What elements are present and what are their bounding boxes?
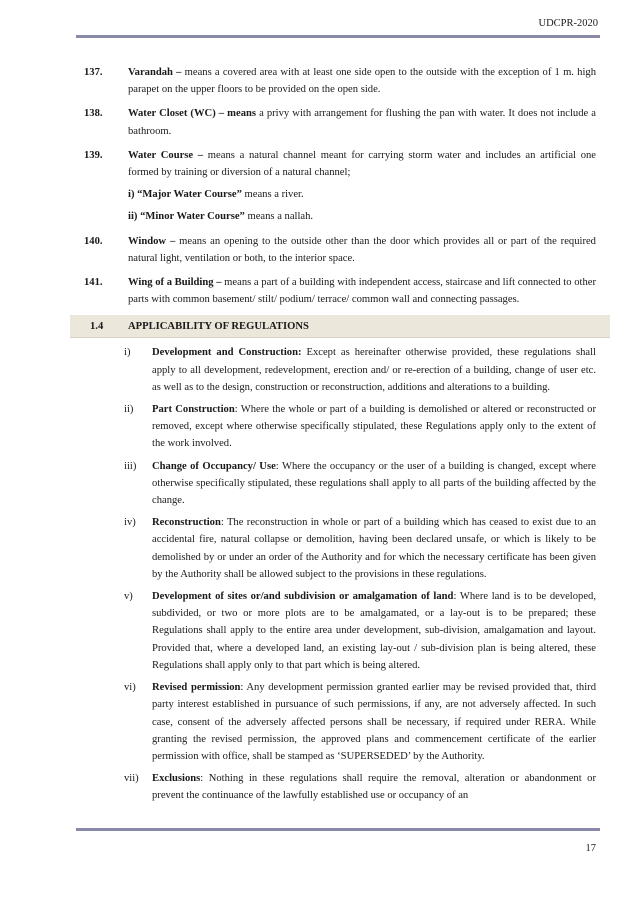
regulation-item	[84, 679, 596, 765]
header-rule	[76, 35, 600, 38]
item-numeral: iii)	[124, 460, 137, 472]
item-numeral: i)	[124, 347, 131, 359]
definition-number: 140.	[84, 235, 103, 247]
definition-number: 137.	[84, 67, 103, 78]
definition-number: 141.	[84, 277, 103, 289]
regulation-item	[84, 770, 596, 804]
definition-138	[84, 105, 596, 139]
definition-text: means a part of a building with independent access, staircase and lift connected to other parts with common basement/ stilt/ podium/ terrace/ common wall and connecting passages.	[128, 277, 596, 306]
regulation-item	[84, 514, 596, 583]
definition-term: Water Course –	[128, 149, 204, 161]
item-text: : Where land is to be developed, subdivided, or two or more plots are to be amalgamated, or a lay-out is to be prepared; these Regulations shall apply to the entire area under development, sub-division, amalgamation and layout. Provided that, where a developed land, an existing lay-out / sub-division plan is being altered, these Regulations shall apply only to that part which is being altered.	[152, 591, 596, 671]
item-numeral: vi)	[124, 682, 136, 694]
definition-140	[84, 233, 596, 267]
item-text: : Nothing in these regulations shall require the removal, alteration or abandonment or prevent the continuance of the lawfully established use or occupancy of an	[152, 773, 596, 802]
section-title: APPLICABILITY OF REGULATIONS	[128, 320, 309, 332]
item-numeral: v)	[124, 591, 133, 603]
definition-text: a privy with arrangement for flushing the pan with water. It does not include a bathroom.	[128, 108, 596, 137]
item-term: Revised permission	[152, 682, 241, 694]
definition-137	[84, 64, 596, 98]
item-term: Development of sites or/and subdivision or amalgamation of land	[152, 591, 454, 603]
definition-number: 139.	[84, 149, 103, 161]
regulation-item	[84, 588, 596, 674]
regulation-item	[84, 458, 596, 510]
item-term: Exclusions	[152, 773, 201, 785]
item-numeral: ii)	[124, 404, 134, 416]
item-term: Development and Construction:	[152, 347, 302, 359]
regulation-item	[84, 401, 596, 453]
sub-definition-major: i) “Major Water Course” means a river.	[128, 189, 304, 201]
page-content	[84, 64, 596, 810]
page-number: 17	[585, 843, 596, 854]
definition-text: means a natural channel meant for carrying storm water and includes an artificial one formed by training or diversion of a natural channel;	[128, 149, 596, 179]
definition-term: Water Closet (WC) – means	[128, 108, 257, 120]
section-heading	[70, 315, 610, 338]
item-text: Except as hereinafter otherwise provided, these regulations shall apply to all development, redevelopment, erection and/ or re-erection of a building, change of user etc. as well as to the design, construction or reconstruction, additions and alterations to a building.	[152, 347, 596, 393]
definition-term: Wing of a Building –	[128, 277, 222, 289]
definition-141	[84, 274, 596, 308]
section-number: 1.4	[90, 320, 104, 332]
item-term: Part Construction	[152, 404, 235, 416]
item-text: : Where the occupancy or the user of a building is changed, except where otherwise specifically stipulated, these regulations shall apply to all parts of the building affected by the change.	[152, 460, 596, 507]
item-text: : Any development permission granted earlier may be revised provided that, third party interest established in pursuance of such permissions, if any, are not adversely affected. In such case, consent of the adversely affected persons shall be necessary, if required under RERA. While granting the revised permission, the approved plans and commencement certificate of the earlier permission with office, shall be stamped as ‘SUPERSEDED’ by the Authority.	[152, 682, 596, 762]
definition-term: Varandah –	[128, 67, 182, 78]
item-term: Change of Occupancy/ Use	[152, 460, 276, 472]
item-numeral: iv)	[124, 517, 136, 529]
regulation-item	[84, 344, 596, 396]
item-text: : The reconstruction in whole or part of a building which has ceased to exist due to an accidental fire, natural collapse or demolition, having been declared unsafe, or which is likely to be demolished by or under an order of the Authority and for which the necessary certificate has been given by the Authority shall be allowed subject to the provisions in these regulations.	[152, 517, 596, 580]
item-term: Reconstruction	[152, 517, 221, 529]
definition-text: means an opening to the outside other than the door which provides all or part of the required natural light, ventilation or both, to the interior space.	[128, 235, 596, 264]
document-code: UDCPR-2020	[538, 18, 598, 29]
definition-number: 138.	[84, 108, 103, 120]
definition-term: Window –	[128, 235, 176, 247]
definition-text: means a covered area with at least one side open to the outside with the exception of 1 m. high parapet on the upper floors to be provided on the open side.	[128, 67, 596, 96]
footer-rule	[76, 828, 600, 831]
item-text: : Where the whole or part of a building is demolished or altered or reconstructed or removed, except where otherwise specifically stipulated, these Regulations apply only to the extent of the work involved.	[152, 404, 596, 450]
item-numeral: vii)	[124, 773, 139, 785]
sub-definition-minor: ii) “Minor Water Course” means a nallah.	[128, 211, 314, 223]
definition-139	[84, 147, 596, 226]
